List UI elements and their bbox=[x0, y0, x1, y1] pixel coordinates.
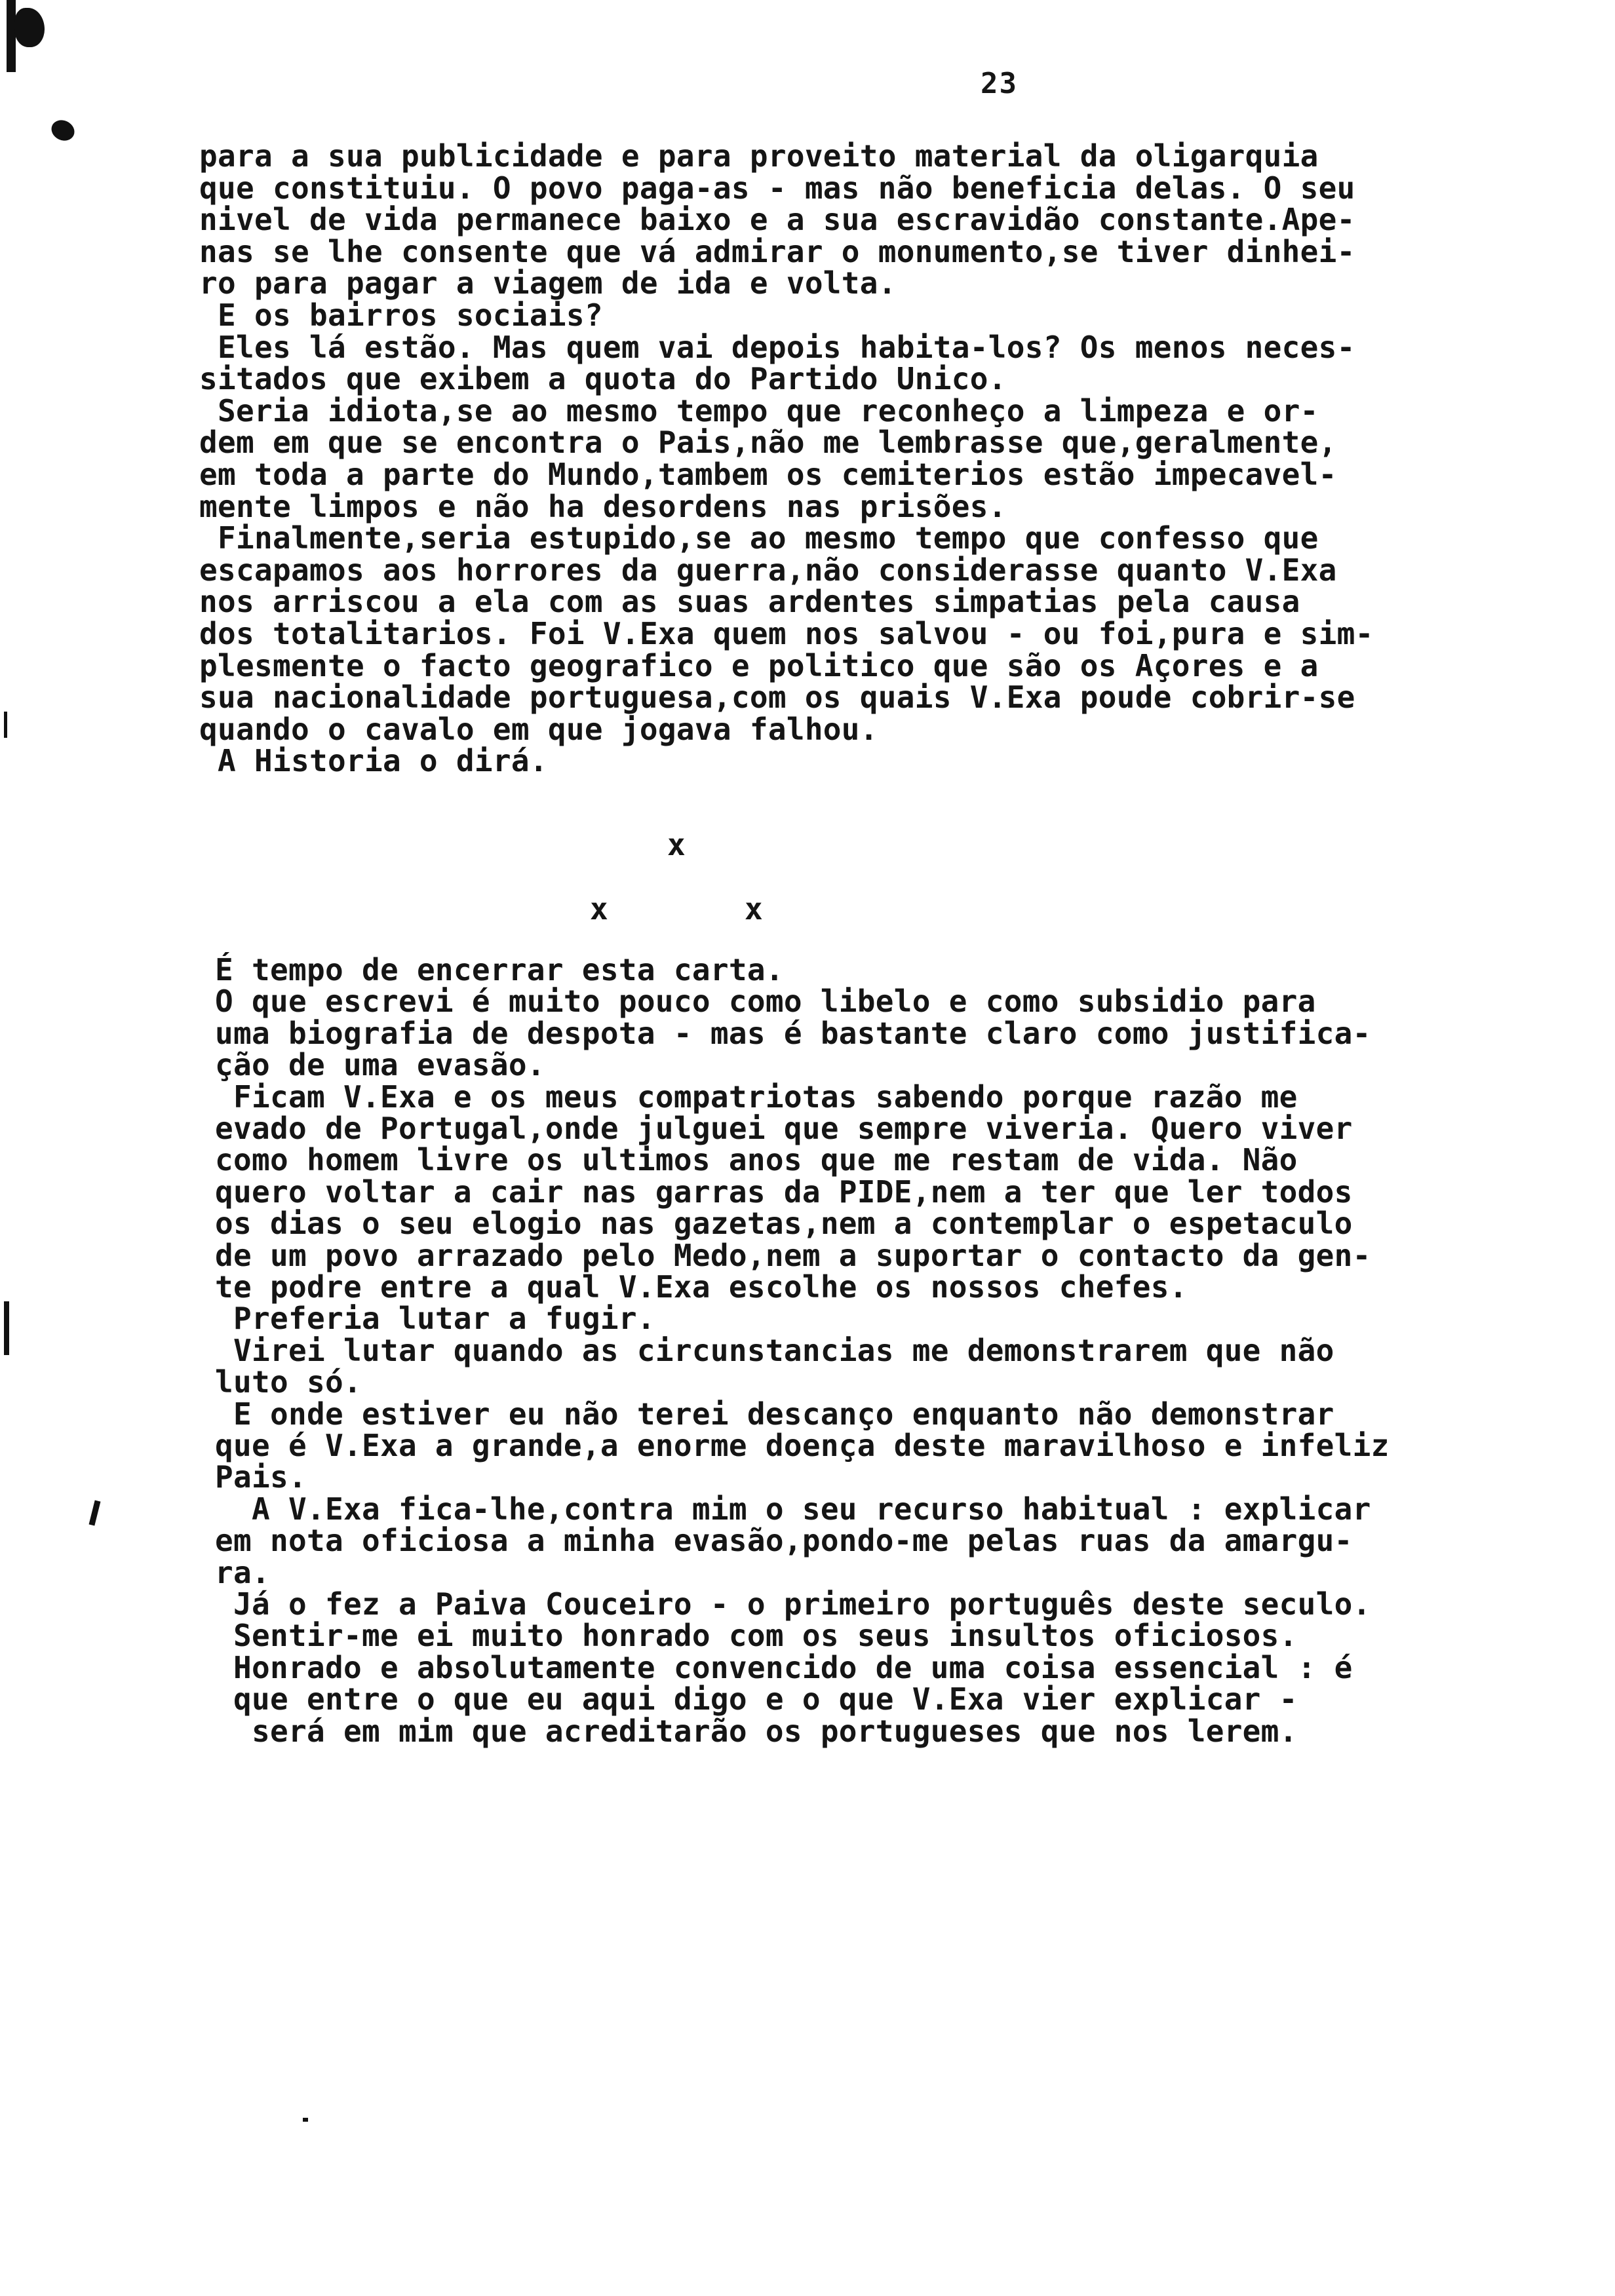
text-line: É tempo de encerrar esta carta. bbox=[215, 952, 784, 987]
text-line: sua nacionalidade portuguesa,com os quais V.Exa poude cobrir-se bbox=[199, 679, 1355, 716]
scan-artifact-left-tick-3 bbox=[89, 1500, 101, 1525]
text-line: quando o cavalo em que jogava falhou. bbox=[199, 711, 878, 747]
text-line: Eles lá estão. Mas quem vai depois habita-los? Os menos neces- bbox=[199, 329, 1355, 365]
text-line: ção de uma evasão. bbox=[215, 1047, 545, 1083]
text-line: ro para pagar a viagem de ida e volta. bbox=[199, 265, 897, 301]
text-line: Virei lutar quando as circunstancias me demonstrarem que não bbox=[215, 1332, 1334, 1368]
text-line: Já o fez a Paiva Couceiro - o primeiro português deste seculo. bbox=[215, 1586, 1371, 1622]
text-line: E os bairros sociais? bbox=[199, 297, 603, 333]
text-line: plesmente o facto geografico e politico que são os Açores e a bbox=[199, 647, 1319, 683]
text-line: que é V.Exa a grande,a enorme doença deste maravilhoso e infeliz bbox=[215, 1428, 1390, 1463]
text-line: mente limpos e não ha desordens nas prisões. bbox=[199, 488, 1007, 524]
page-number: 23 bbox=[981, 67, 1018, 100]
text-line: quero voltar a cair nas garras da PIDE,nem a ter que ler todos bbox=[215, 1174, 1353, 1210]
text-line: os dias o seu elogio nas gazetas,nem a contemplar o espetaculo bbox=[215, 1206, 1353, 1242]
text-line: sitados que exibem a quota do Partido Unico. bbox=[199, 361, 1007, 397]
scan-artifact-top-left bbox=[7, 0, 16, 72]
scan-artifact-left-tick-1 bbox=[4, 712, 7, 738]
text-line: em toda a parte do Mundo,tambem os cemiterios estão impecavel- bbox=[199, 457, 1337, 492]
separator-mark-right: x bbox=[745, 891, 763, 927]
text-line: de um povo arrazado pelo Medo,nem a suportar o contacto da gen- bbox=[215, 1237, 1371, 1273]
scan-artifact-left-blot bbox=[48, 117, 77, 144]
text-line: Pais. bbox=[215, 1459, 307, 1495]
text-line: que entre o que eu aqui digo e o que V.Exa vier explicar - bbox=[215, 1681, 1298, 1717]
text-line: escapamos aos horrores da guerra,não considerasse quanto V.Exa bbox=[199, 552, 1337, 588]
text-line: dem em que se encontra o Pais,não me lembrasse que,geralmente, bbox=[199, 425, 1337, 461]
text-line: nivel de vida permanece baixo e a sua escravidão constante.Ape- bbox=[199, 202, 1355, 238]
scan-artifact-top-left-blot bbox=[14, 8, 45, 47]
text-line: será em mim que acreditarão os portugueses que nos lerem. bbox=[215, 1713, 1298, 1749]
text-line: nas se lhe consente que vá admirar o monumento,se tiver dinhei- bbox=[199, 233, 1355, 269]
text-line: Sentir-me ei muito honrado com os seus insultos oficiosos. bbox=[215, 1618, 1298, 1654]
text-line: E onde estiver eu não terei descanço enquanto não demonstrar bbox=[215, 1396, 1334, 1432]
text-line: dos totalitarios. Foi V.Exa quem nos salvou - ou foi,pura e sim- bbox=[199, 616, 1374, 651]
text-line: te podre entre a qual V.Exa escolhe os nossos chefes. bbox=[215, 1269, 1188, 1305]
text-line: nos arriscou a ela com as suas ardentes simpatias pela causa bbox=[199, 584, 1300, 620]
text-line: O que escrevi é muito pouco como libelo e como subsidio para bbox=[215, 984, 1316, 1020]
separator-mark-left: x bbox=[590, 891, 608, 927]
text-line: em nota oficiosa a minha evasão,pondo-me pelas ruas da amargu- bbox=[215, 1523, 1353, 1559]
text-line: A Historia o dirá. bbox=[199, 743, 548, 779]
scan-artifact-bottom-dot bbox=[303, 2118, 308, 2122]
text-line: evado de Portugal,onde julguei que sempre viveria. Quero viver bbox=[215, 1111, 1353, 1146]
text-line: uma biografia de despota - mas é bastante claro como justifica- bbox=[215, 1015, 1371, 1051]
text-line: Ficam V.Exa e os meus compatriotas sabendo porque razão me bbox=[215, 1079, 1298, 1115]
separator-mark-top: x bbox=[667, 827, 686, 862]
text-line: Honrado e absolutamente convencido de uma coisa essencial : é bbox=[215, 1649, 1353, 1685]
text-line: Preferia lutar a fugir. bbox=[215, 1301, 655, 1337]
scan-artifact-left-tick-2 bbox=[4, 1301, 9, 1355]
text-line: luto só. bbox=[215, 1364, 362, 1400]
text-line: Seria idiota,se ao mesmo tempo que reconheço a limpeza e or- bbox=[199, 392, 1319, 429]
text-line: A V.Exa fica-lhe,contra mim o seu recurso habitual : explicar bbox=[215, 1491, 1371, 1527]
text-line: que constituiu. O povo paga-as - mas não beneficia delas. O seu bbox=[199, 170, 1355, 206]
text-line: ra. bbox=[215, 1554, 270, 1590]
text-line: para a sua publicidade e para proveito material da oligarquia bbox=[199, 138, 1319, 174]
text-line: como homem livre os ultimos anos que me restam de vida. Não bbox=[215, 1142, 1298, 1178]
text-line: Finalmente,seria estupido,se ao mesmo tempo que confesso que bbox=[199, 520, 1319, 556]
